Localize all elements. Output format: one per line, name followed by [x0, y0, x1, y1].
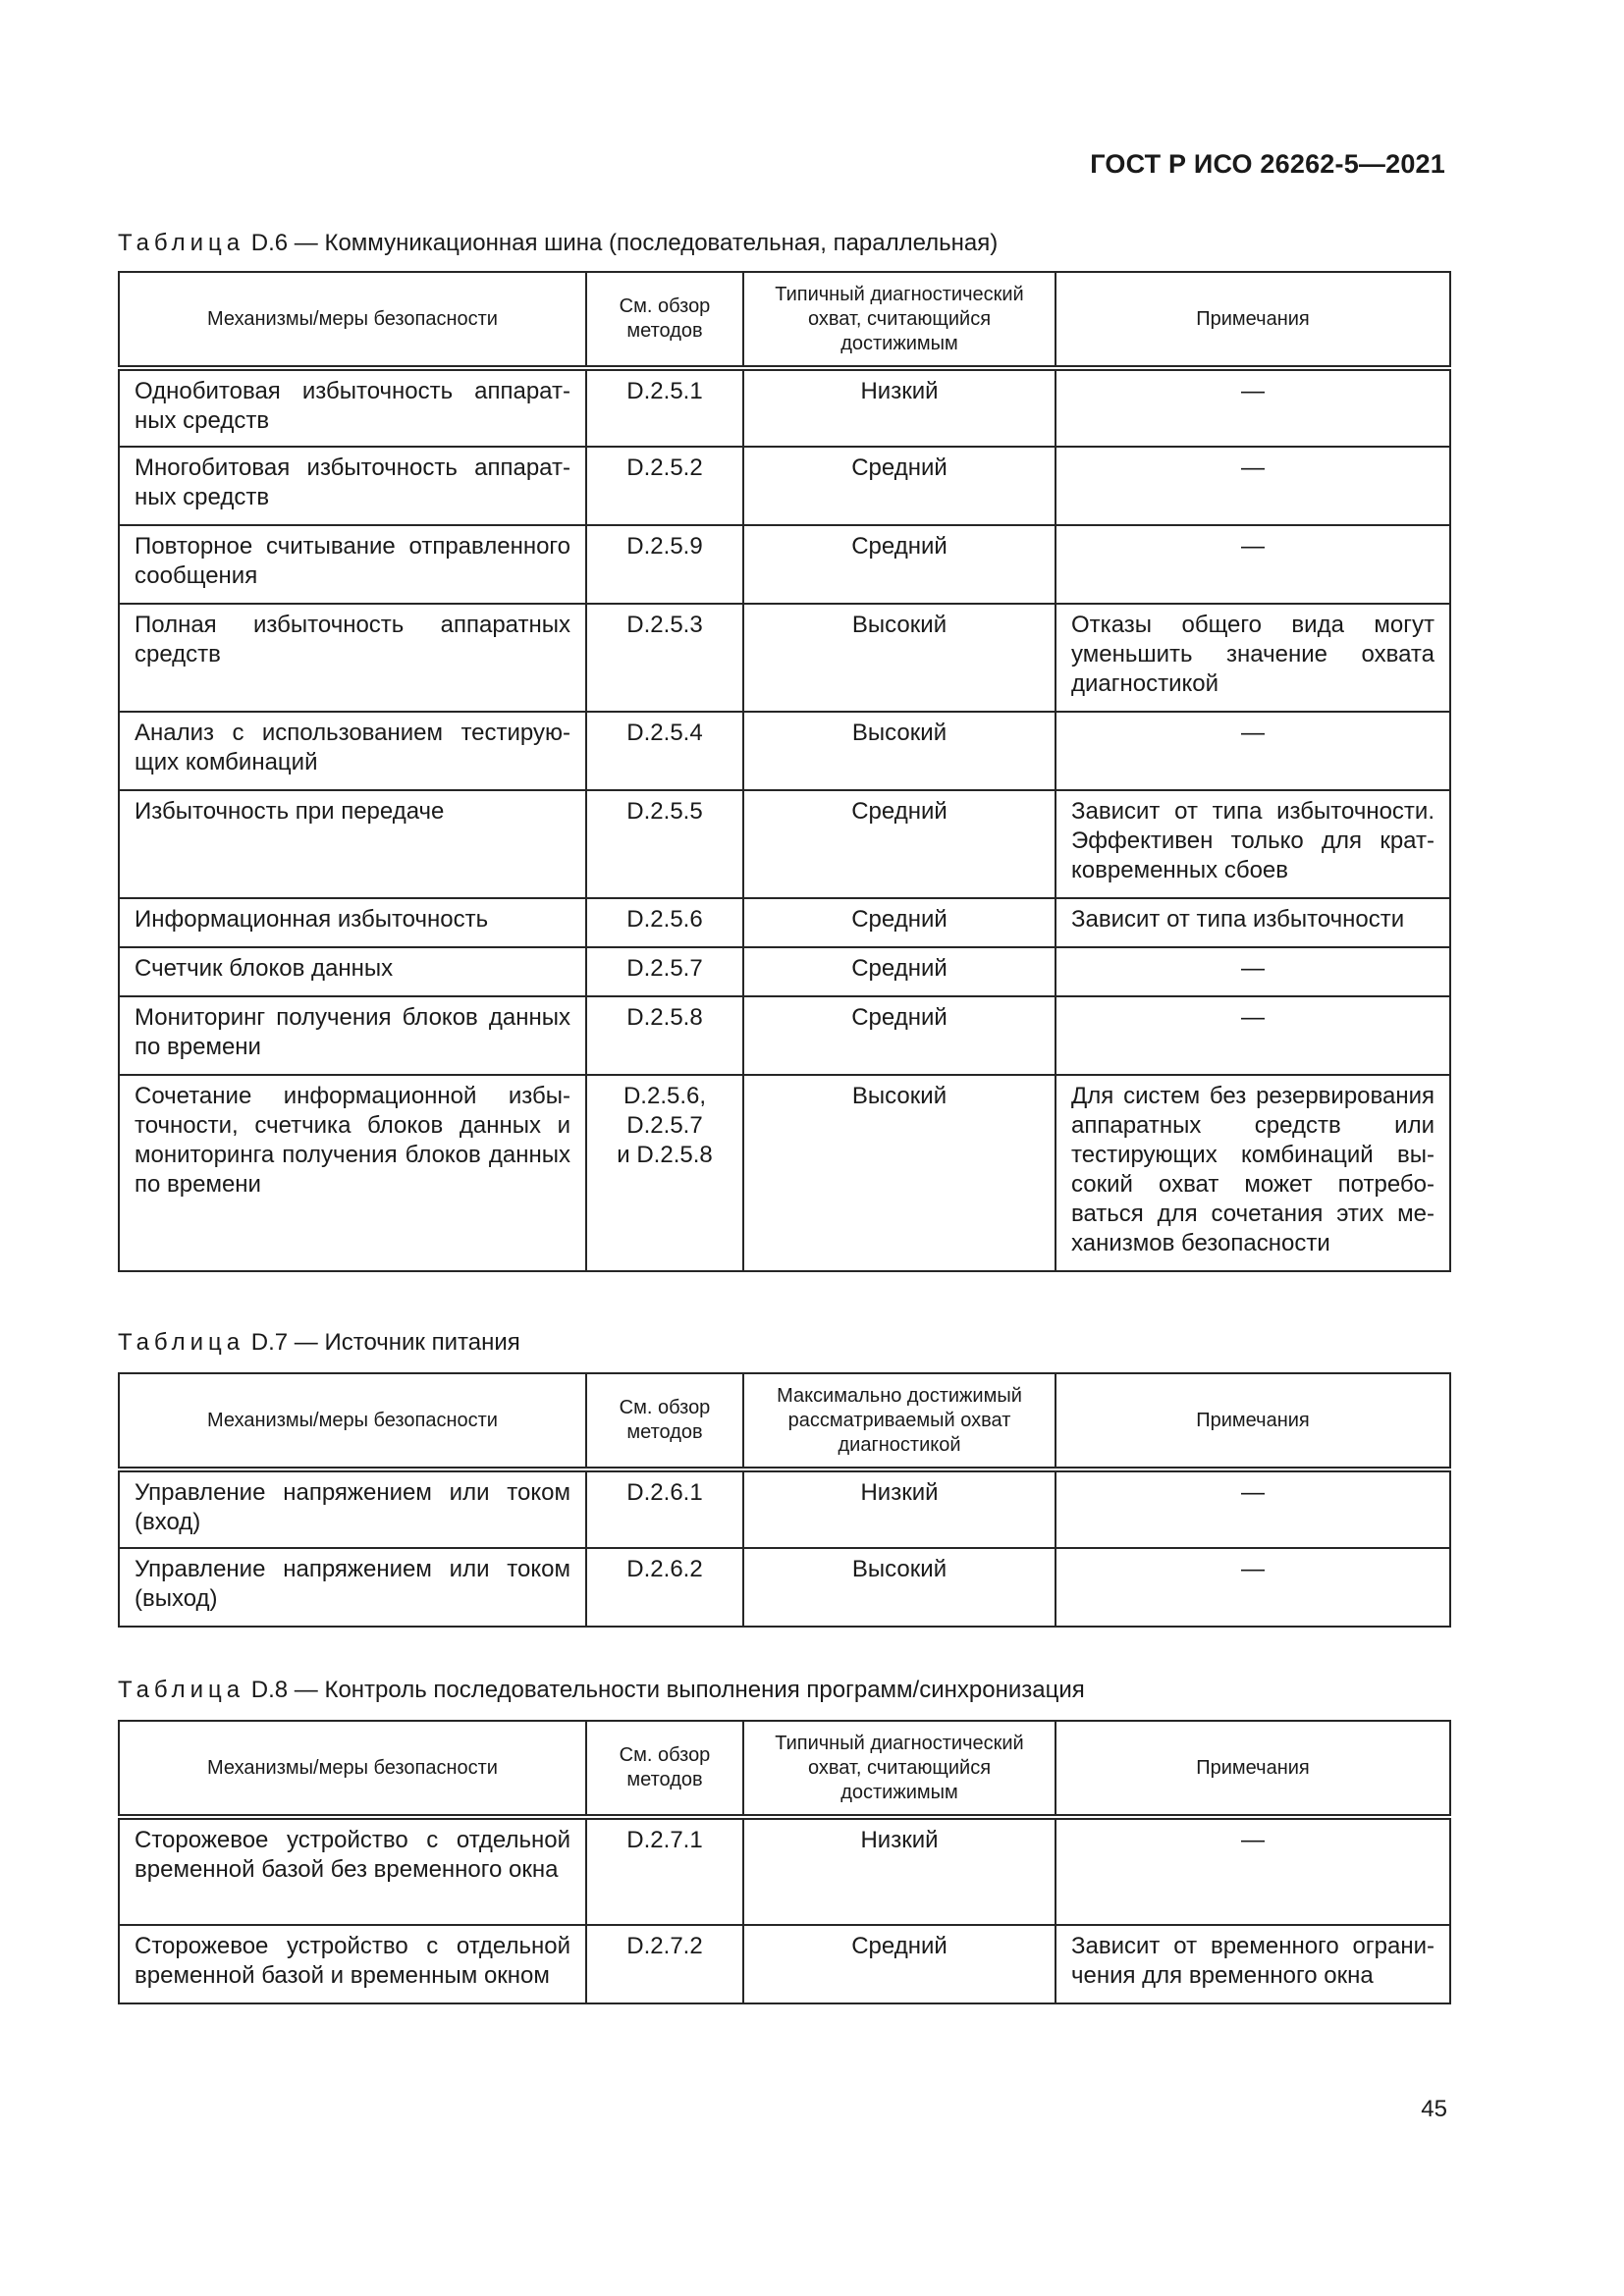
- note-cell: —: [1056, 1817, 1450, 1925]
- mechanism-cell: Анализ с использованием тестирующих комбинаций: [119, 712, 586, 790]
- table-row: [119, 898, 1450, 947]
- mechanism-cell: Полная избыточность аппаратных средств: [119, 604, 586, 712]
- table-row: [119, 1925, 1450, 2003]
- header-coverage: Типичный диагностический охват, считающийся достижимым: [743, 272, 1056, 368]
- table-header-row: [119, 1721, 1450, 1817]
- mechanism-cell: Информационная избыточность: [119, 898, 586, 947]
- note-cell: —: [1056, 947, 1450, 996]
- table-d6-caption: [118, 230, 998, 257]
- table-row: [119, 525, 1450, 604]
- method-ref-cell: [586, 1075, 743, 1271]
- coverage-cell: Средний: [743, 525, 1056, 604]
- method-ref-cell: D.2.5.1: [586, 368, 743, 447]
- table-d7-caption: [118, 1329, 520, 1357]
- mechanism-cell: Избыточность при передаче: [119, 790, 586, 898]
- coverage-cell: Низкий: [743, 1469, 1056, 1548]
- mechanism-cell: Однобитовая избыточность аппаратных средств: [119, 368, 586, 447]
- coverage-cell: Средний: [743, 996, 1056, 1075]
- note-cell: Зависит от временного ограничения для временного окна: [1056, 1925, 1450, 2003]
- table-row: [119, 1075, 1450, 1271]
- table-row: [119, 1548, 1450, 1627]
- table-d8-caption: [118, 1677, 1085, 1704]
- page-number: 45: [1421, 2096, 1447, 2122]
- standard-designation: ГОСТ Р ИСО 26262-5—2021: [1090, 149, 1445, 179]
- table-d7: [118, 1372, 1451, 1628]
- mechanism-cell: Мониторинг получения блоков данных по времени: [119, 996, 586, 1075]
- header-notes: Примечания: [1056, 1373, 1450, 1469]
- header-methods-ref: См. обзор методов: [586, 1721, 743, 1817]
- caption-text: D.7 — Источник питания: [250, 1329, 520, 1356]
- method-ref-cell: D.2.5.5: [586, 790, 743, 898]
- mechanism-cell: Сочетание информационной избыточности, счетчика блоков данных и мониторинга получения блоков данных по времени: [119, 1075, 586, 1271]
- note-cell: —: [1056, 525, 1450, 604]
- method-ref-cell: D.2.5.7: [586, 947, 743, 996]
- method-ref-cell: D.2.7.1: [586, 1817, 743, 1925]
- note-cell: —: [1056, 996, 1450, 1075]
- mechanism-cell: Сторожевое устройство с отдельной временной базой без временного окна: [119, 1817, 586, 1925]
- method-ref-cell: D.2.5.9: [586, 525, 743, 604]
- coverage-cell: Средний: [743, 898, 1056, 947]
- method-ref-line: D.2.5.7: [626, 1112, 703, 1139]
- header-coverage: Типичный диагностический охват, считающийся достижимым: [743, 1721, 1056, 1817]
- table-d8: [118, 1720, 1451, 2004]
- header-mechanisms: Механизмы/меры безопасности: [119, 1721, 586, 1817]
- header-methods-ref: См. обзор методов: [586, 1373, 743, 1469]
- caption-text: D.8 — Контроль последовательности выполнения программ/синхронизация: [250, 1677, 1085, 1703]
- mechanism-cell: Счетчик блоков данных: [119, 947, 586, 996]
- header-methods-ref: См. обзор методов: [586, 272, 743, 368]
- method-ref-cell: D.2.5.6: [586, 898, 743, 947]
- note-cell: Зависит от типа избыточности: [1056, 898, 1450, 947]
- mechanism-cell: Повторное считывание отправленного сообщения: [119, 525, 586, 604]
- method-ref-cell: D.2.6.2: [586, 1548, 743, 1627]
- table-row: [119, 712, 1450, 790]
- method-ref-line: D.2.5.6,: [623, 1083, 707, 1109]
- table-row: [119, 947, 1450, 996]
- table-row: [119, 1469, 1450, 1548]
- note-cell: Для систем без резервирования аппаратных средств или тестирующих комбинаций высокий охват может потребоваться для сочетания этих механизмов безопасности: [1056, 1075, 1450, 1271]
- method-ref-cell: D.2.5.3: [586, 604, 743, 712]
- coverage-cell: Средний: [743, 447, 1056, 525]
- caption-prefix: Таблица: [118, 230, 245, 256]
- coverage-cell: Высокий: [743, 1548, 1056, 1627]
- table-row: [119, 996, 1450, 1075]
- coverage-cell: Низкий: [743, 368, 1056, 447]
- header-coverage: Максимально достижимый рассматриваемый охват диагностикой: [743, 1373, 1056, 1469]
- method-ref-cell: D.2.7.2: [586, 1925, 743, 2003]
- method-ref-cell: D.2.6.1: [586, 1469, 743, 1548]
- table-header-row: [119, 1373, 1450, 1469]
- method-ref-cell: D.2.5.8: [586, 996, 743, 1075]
- coverage-cell: Средний: [743, 790, 1056, 898]
- note-cell: —: [1056, 1469, 1450, 1548]
- caption-prefix: Таблица: [118, 1677, 245, 1703]
- note-cell: Отказы общего вида могут уменьшить значение охвата диагностикой: [1056, 604, 1450, 712]
- coverage-cell: Средний: [743, 1925, 1056, 2003]
- mechanism-cell: Сторожевое устройство с отдельной временной базой и временным окном: [119, 1925, 586, 2003]
- header-notes: Примечания: [1056, 272, 1450, 368]
- coverage-cell: Высокий: [743, 1075, 1056, 1271]
- coverage-cell: Высокий: [743, 712, 1056, 790]
- table-row: [119, 1817, 1450, 1925]
- table-row: [119, 790, 1450, 898]
- table-row: [119, 447, 1450, 525]
- mechanism-cell: Управление напряжением или током (выход): [119, 1548, 586, 1627]
- coverage-cell: Средний: [743, 947, 1056, 996]
- note-cell: —: [1056, 712, 1450, 790]
- note-cell: —: [1056, 447, 1450, 525]
- method-ref-line: и D.2.5.8: [617, 1142, 713, 1168]
- caption-text: D.6 — Коммуникационная шина (последовательная, параллельная): [250, 230, 999, 256]
- note-cell: —: [1056, 368, 1450, 447]
- coverage-cell: Низкий: [743, 1817, 1056, 1925]
- note-cell: —: [1056, 1548, 1450, 1627]
- note-cell: Зависит от типа избыточности. Эффективен только для кратковременных сбоев: [1056, 790, 1450, 898]
- mechanism-cell: Многобитовая избыточность аппаратных средств: [119, 447, 586, 525]
- header-notes: Примечания: [1056, 1721, 1450, 1817]
- table-d6: [118, 271, 1451, 1272]
- table-row: [119, 604, 1450, 712]
- caption-prefix: Таблица: [118, 1329, 245, 1356]
- method-ref-cell: D.2.5.2: [586, 447, 743, 525]
- header-mechanisms: Механизмы/меры безопасности: [119, 1373, 586, 1469]
- method-ref-cell: D.2.5.4: [586, 712, 743, 790]
- coverage-cell: Высокий: [743, 604, 1056, 712]
- table-header-row: [119, 272, 1450, 368]
- mechanism-cell: Управление напряжением или током (вход): [119, 1469, 586, 1548]
- header-mechanisms: Механизмы/меры безопасности: [119, 272, 586, 368]
- table-row: [119, 368, 1450, 447]
